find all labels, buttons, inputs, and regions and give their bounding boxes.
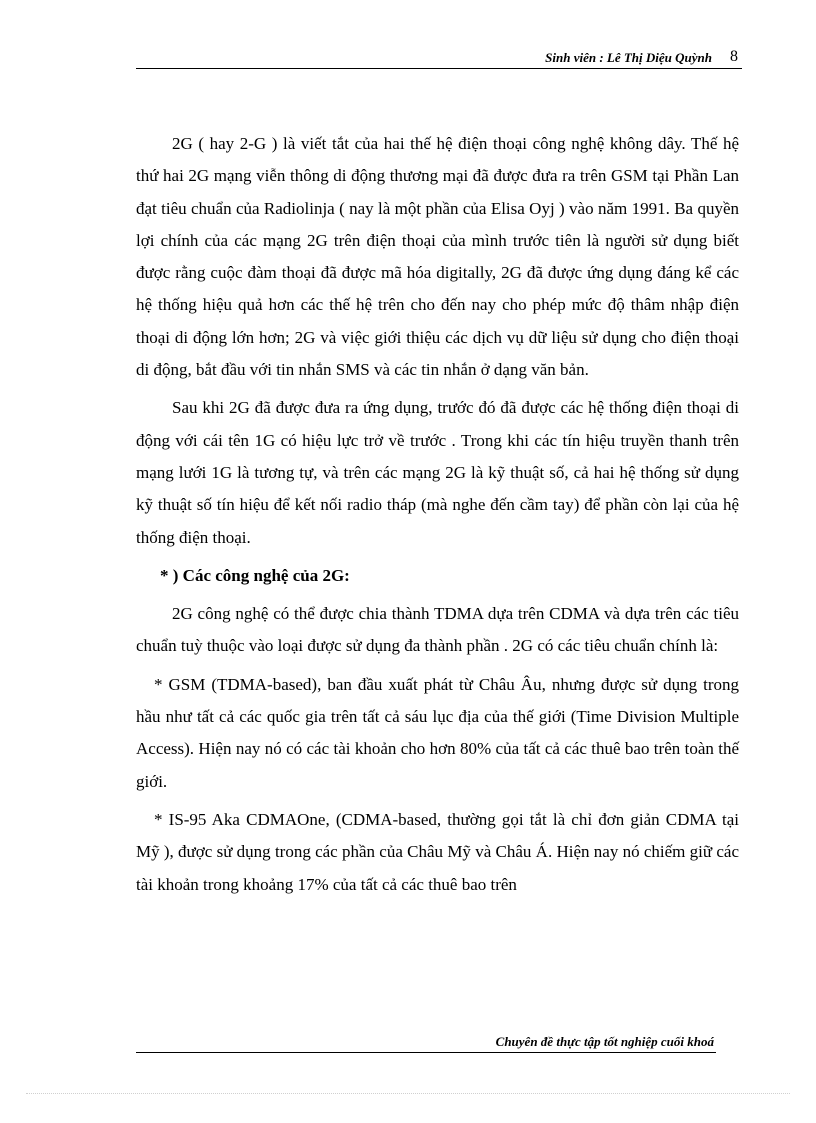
page-footer: [136, 1032, 716, 1053]
bullet-gsm: * GSM (TDMA-based), ban đầu xuất phát từ Châu Âu, nhưng được sử dụng trong hầu như tất cả các quốc gia trên tất cả sáu lục địa của thế giới (Time Division Multiple Access). Hiện nay nó có các tài khoản cho hơn 80% của tất cả các thuê bao trên toàn thế giới.: [136, 674, 739, 791]
document-body: [136, 128, 739, 907]
header-author: Sinh viên : Lê Thị Diệu Quỳnh: [545, 50, 712, 65]
page-bottom-divider: [26, 1093, 790, 1094]
paragraph-2g-history: Sau khi 2G đã được đưa ra ứng dụng, trước đó đã được các hệ thống điện thoại di động với cái tên 1G có hiệu lực trở về trước . Trong khi các tín hiệu truyền thanh trên mạng lưới 1G là tương tự, và trên các mạng 2G là kỹ thuật số, cả hai hệ thống sử dụng kỹ thuật số tín hiệu để kết nối radio tháp (mà nghe đến cầm tay) để phần còn lại của hệ thống điện thoại.: [136, 398, 739, 547]
page-header: [136, 50, 742, 69]
page-number: 8: [730, 48, 738, 65]
footer-title: Chuyên đề thực tập tốt nghiệp cuối khoá: [495, 1034, 714, 1049]
section-heading: * ) Các công nghệ của 2G:: [160, 565, 350, 585]
paragraph-2g-standards: 2G công nghệ có thể được chia thành TDMA dựa trên CDMA và dựa trên các tiêu chuẩn tuỳ thuộc vào loại được sử dụng đa thành phần . 2G có các tiêu chuẩn chính là:: [136, 604, 739, 656]
paragraph-2g-intro: 2G ( hay 2-G ) là viết tắt của hai thế hệ điện thoại công nghệ không dây. Thế hệ thứ hai 2G mạng viễn thông di động thương mại đã được đưa ra trên GSM tại Phần Lan đạt tiêu chuẩn của Radiolinja ( nay là một phần của Elisa Oyj ) vào năm 1991. Ba quyền lợi chính của các mạng 2G trên điện thoại của mình trước tiên là người sử dụng biết được rằng cuộc đàm thoại đã được mã hóa digitally, 2G đã được ứng dụng đáng kể các hệ thống hiệu quả hơn các thế hệ trên cho đến nay cho phép mức độ thâm nhập điện thoại di động lớn hơn; 2G và việc giới thiệu các dịch vụ dữ liệu sử dụng cho điện thoại di động, bắt đầu với tin nhắn SMS và các tin nhắn ở dạng văn bản.: [136, 134, 739, 380]
bullet-is95: * IS-95 Aka CDMAOne, (CDMA-based, thường gọi tắt là chỉ đơn giản CDMA tại Mỹ ), được sử dụng trong các phần của Châu Mỹ và Châu Á. Hiện nay nó chiếm giữ các tài khoản trong khoảng 17% của tất cả các thuê bao trên: [136, 809, 739, 894]
